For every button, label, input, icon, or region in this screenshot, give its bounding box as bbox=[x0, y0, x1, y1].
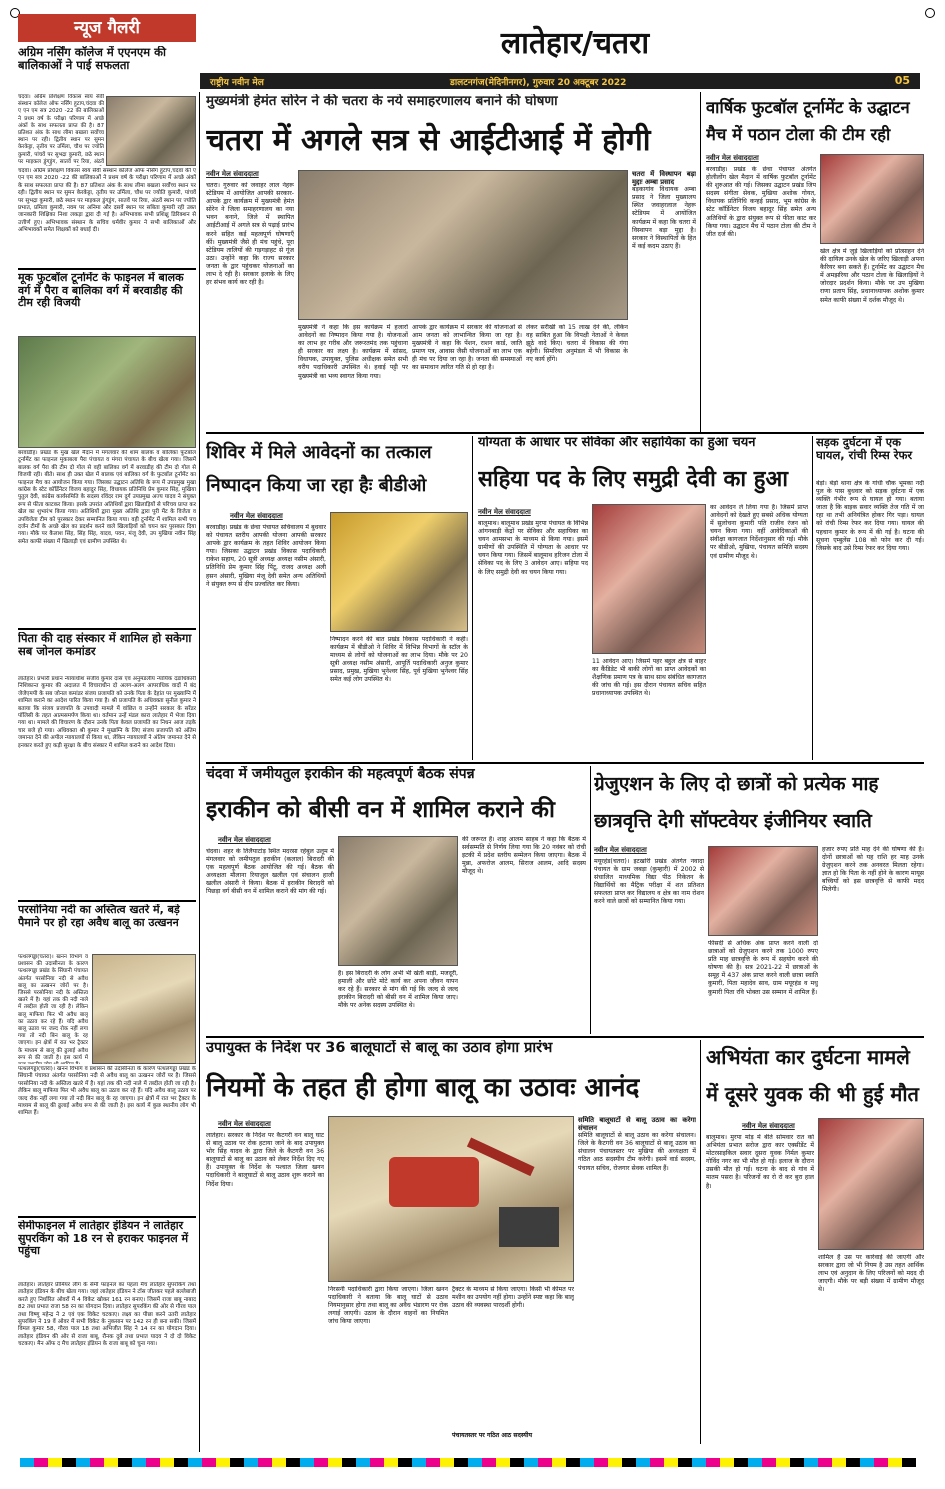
lead-body-col5 bbox=[632, 170, 696, 422]
balughat-byline: नवीन मेल संवाददाता bbox=[218, 1120, 271, 1128]
column-rule bbox=[590, 766, 591, 1034]
row-rule bbox=[206, 762, 924, 764]
lead-body-col4: लेकर सरीखी को 15 लाख देने की, लेकिन वह साबित हुआ कि विपक्षी नेताओं ने केवल झूठे वादे किए। चतरा में विकास की गंगा बहेगी। सिमरिया अनुमंडल में भी विकास के नए कार्य होंगे। bbox=[526, 324, 628, 364]
color-registration-bar bbox=[20, 1458, 925, 1467]
irakin-headline: इराकीन को बीसी वन में शामिल कराने की bbox=[206, 797, 555, 823]
scholarship-byline: नवीन मेल संवाददाता bbox=[594, 846, 647, 854]
scholarship-body-2: फीसदी से अधिक अंक प्राप्त करने वाली दो छात्राओं को ग्रेजुएशन करने तक 1000 रुपए प्रति माह छात्रवृत्ति के रूप में सहयोग करने की घोषणा की है। सत्र 2021-22 में छात्राओं के समूह में 437 अंक प्राप्त करने वाली छात्रा स्वाति कुमारी, पिता महादेव साव, ग्राम मयूरहंड व मधु कुमारी पिता रवि भोक्ता उस सम्मान में शामिल हैं। bbox=[708, 940, 818, 996]
lead-kicker: मुख्यमंत्री हेमंत सोरेन ने की चतरा के नये समाहरणालय बनाने की घोषणा bbox=[206, 94, 558, 109]
accident1-headline: सड़क दुर्घटना में एक घायल, रांची रिम्स रेफर bbox=[816, 436, 913, 463]
news-gallery-sidebar bbox=[18, 14, 196, 1454]
irakin-body-2: है। इस बिरादरी के लोग अभी भी खेती बाड़ी, मजदूरी, हमाली और छोटे मोटे कार्य कर अपना जीवन यापन कर रहे हैं। सरकार से मांग की गई कि जल्द से जल्द इराकीन बिरादरी को बीसी वन में शामिल किया जाए। मौके पर अनेक सदस्य उपस्थित थे। bbox=[338, 970, 458, 1010]
irakin-body-3: की जरूरत है। शाह आलम साहब ने कहा कि बैठक में सर्वसम्मति से निर्णय लिया गया कि 20 नवंबर को रांची इटकी में प्रदेश स्तरीय सम्मेलन किया जाएगा। बैठक में मुन्ना, अफरोज आलम, सिराज आलम, आदि सदस्य मौजूद थे। bbox=[462, 836, 586, 876]
lead-body-col2: मुख्यमंत्री ने कहा कि इस कार्यक्रम में हजारों आवेदनों का निष्पादन किया गया है। योजनाओं का लाभ हर गरीब और जरूरतमंद तक पहुंचाना ही सरकार का लक्ष्य है। कार्यक्रम में सांसद, विधायक, उपायुक्त, पुलिस अधीक्षक समेत सभी वरीय पदाधिकारी उपस्थित थे। हवाई पट्टी पर मुख्यमंत्री का भव्य स्वागत किया गया। bbox=[298, 324, 408, 380]
balughat-headline: नियमों के तहत ही होगा बालू का उठावः आनंद bbox=[206, 1073, 640, 1103]
sidebar-body-4b bbox=[18, 1066, 196, 1216]
dateline: डालटनगंज(मेदिनीनगर), गुरुवार 20 अक्टूबर 2022 bbox=[450, 78, 627, 88]
divider bbox=[18, 628, 196, 630]
balughat-body-3: ट्रैक्टर के माध्यम से किया जाएगा। किसी भी कीमत पर मशीन का उपयोग नहीं होगा। उन्होंने स्पष्ट कहा कि बालू उठाव की व्यवस्था पारदर्शी होगी। bbox=[452, 1286, 574, 1310]
cm-rally-photo bbox=[298, 170, 628, 320]
irakin-body-1: चंदवा। शहर के तिलैयाटांड़ स्थित मदरसा रहेबुल उलूम में मंगलवार को जमीयतुल इराकीन (कलाल) बिरादरी की एक महत्वपूर्ण बैठक आयोजित की गई। बैठक की अध्यक्षता मौलाना रियाजुल खलील एवं संचालन हाजी खलील अंसारी ने किया। बैठक में इराकीन बिरादरी को पिछड़ा वर्ग बीसी वन में शामिल कराने की मांग की गई। bbox=[206, 848, 334, 896]
row-rule bbox=[206, 432, 924, 434]
accident2-byline: नवीन मेल संवाददाता bbox=[742, 1122, 795, 1130]
sidebar-body-1-cont: चंदवा। अग्रिम प्रशिक्षण विकास स्वयं सेवी संस्थान कॉलेज ऑफ नर्सिंग हुटाप,चंदवा की ए एन एम सत्र 2020 -22 की बालिकाओं ने प्रथम वर्ष के परीक्षा परिणाम में अच्छे अंकों के साथ सफलता प्राप्त की है। 87 प्रतिशत अंक के साथ लीमा बखला सर्वोच्च स्थान पर रही। द्वितीय स्थान पर सुमन केरकेट्टा, तृतीय पर उर्मिला, चौथ पर ज्योति कुमारी, पांचवें पर सुभद्रा कुमारी, छठे स्थान पर माइकल डुंगडुंग, सातवें पर रिया, अंठवें स्थान पर ज्योति प्रभात, प्रमिला कुमारी, नवम पर अनिमा और दसवें स्थान पर सबिता कुमारी रही उक्त जानकारी शिक्षिका निशा लकड़ा द्वारा दी गई है। अभिभावक सभी प्रशिक्षु डिरिक्शन से उत्तीर्ण हुए। अभिभावक संस्थान के सचिव धर्मवीर कुमार ने सभी बालिकाओं और अभिभावकों समेत शिक्षकों को बधाई दी। bbox=[18, 168, 196, 234]
sidebar-headline-5: सेमीफाइनल में लातेहार इंडियन ने लातेहार सुपरकिंग को 18 रन से हराकर फाइनल में पहुंचा bbox=[18, 1220, 189, 1258]
lead-body-col5-text: बड़कागांव विधायक अम्बा प्रसाद ने जिला मुख्यालय स्थित जवाहरलाल नेहरू स्टेडियम में आयोजित कार्यक्रम में कहा कि चतरा में विस्थापन बड़ा मुद्दा है। सरकार ने विस्थापितों के हित में कई कदम उठाए हैं। bbox=[632, 186, 696, 250]
sahiya-kicker: योग्यता के आधार पर सेविका और सहायिका का हुआ चयन bbox=[478, 436, 756, 450]
column-rule bbox=[812, 436, 813, 760]
sahiya-caption: 11 आवेदन आए। जिसमें पहर बहुल क्षेत्र से बाहर का कैंडिडेट भी बाकी लोगों का प्राप्त आवेदकों का शैक्षणिक प्रमाण पत्र के साथ साथ संबंधित कागजात की जांच की गई। इस दौरान पंचायत सचिव सहित प्रधानाध्यापक उपस्थित थे। bbox=[592, 658, 706, 698]
football-headline: वार्षिक फुटबॉल टूर्नामेंट के उद्घाटन मैच में पठान टोला की टीम रही bbox=[706, 98, 910, 144]
paper-name: राष्ट्रीय नवीन मेल bbox=[210, 78, 264, 88]
header-bar bbox=[200, 73, 920, 89]
balughat-footer: पंचायतस्तर पर गठित आठ सदस्यीय bbox=[452, 1432, 533, 1439]
sidebar-body-4-cont: पत्थलगड्डा(चतरा)। खनन विभाग व प्रशासन की उदासीनता के कारण पत्थलगड्डा प्रखंड के सिंघानी पंचायत अंतर्गत परसोनिया नदी से अवैध बालू का उत्खनन जोरों पर है। जिससे परसोनिया नदी के अस्तित्व खतरे में है। यहां तक की नदी नाले में तब्दील होती जा रही है। लेकिन बालू माफिया फिर भी अवैध बालू का उठाव कर रहे हैं। यदि अवैध बालू उठाव पर जल्द रोक नहीं लगा गया तो नदी बिन बालू के रह जाएगा। इन क्षेत्रों में रात भर ट्रैक्टर के माध्यम से बालू की ढुलाई अवैध रूप से की जाती है। इस कार्य में कुछ स्थानीय लोग भी शामिल हैं। bbox=[18, 1066, 196, 1117]
sahiya-body-1: बालूमाथ। बालूमाथ प्रखंड मुरपा पंचायत के विभिन्न आंगनबाड़ी केंद्रों पर सेविका और सहायिका का चयन आमसभा के माध्यम से किया गया। इसमें ग्रामीणों की उपस्थिति में योग्यता के आधार पर चयन किया गया। जिसमें बालूमाथ हरिजन टोला में सेविका पद के लिए 3 आवेदन आए। सहिया पद के लिए समुद्री देवी का चयन किया गया। bbox=[478, 520, 588, 576]
registration-mark bbox=[925, 8, 935, 18]
column-rule bbox=[700, 1040, 701, 1444]
shivir-headline: शिविर में मिले आवेदनों का तत्काल निष्पादन किया जा रहा हैः बीडीओ bbox=[206, 442, 432, 496]
sidebar-body-5: लातेहार। लातेहार प्रीमियर लीग के सेमी फाइनल का पहला मैच लातेहार सुपरकिंग तथा लातेहार इंडियन के बीच खेला गया। जहां लातेहार इंडियन ने टॉस जीतकर पहले बल्लेबाजी करते हुए निर्धारित ओवरों में 4 विकेट खोकर 161 रन बनाए। जिसमें राजा बाबू नाबाद 82 तथा प्रभात राजा 58 रन का योगदान दिया। लातेहार सुपरकिंग की ओर से गौरव पाल तथा विष्णु महेन्द्र ने 2 एवं एक विकेट चटकाए। लक्ष्य का पीछा करने उतरी लातेहार सुपरकिंग ने 19 वें ओवर में सभी विकेट के नुकसान पर 142 रन ही बना सकी। जिसमें विमल कुमार 58, गौरव पाल 18 तथा अभिजीत सिंह ने 14 रन का योगदान दिया। लातेहार इंडियन की ओर से राजा बाबू, रौनक दुबे तथा प्रभात यादव ने दो दो विकेट चटकाए। मैन ऑफ द मैच लातेहार इंडियन के राजा बाबू को चुना गया। bbox=[18, 1282, 196, 1348]
sahiya-body-2: का आवेदन ले लिया गया है। जिसमें प्राप्त आवेदनों को देखते हुए सबसे अधिक योग्यता में सुलोचना कुमारी पति राजीव रंजन को चयन किया गया। वहीं आवेदिकाओं की संवीक्षा कागजात निर्देशानुसार की गई। मौके पर बीडीओ, मुखिया, पंचायत समिति सदस्य एवं ग्रामीण मौजूद थे। bbox=[710, 504, 808, 560]
lead-body-col1: चतरा। गुरुवार को जवाहर लाल नेहरू स्टेडियम में आयोजित आपकी सरकार- आपके द्वार कार्यक्रम में मुख्यमंत्री हेमंत सोरेन ने जिला समाहरणालय का नया भवन बनाने, जिले में स्थापित आईटीआई में अगले सत्र से पढ़ाई प्रारंभ करने सहित कई महत्वपूर्ण घोषणाएँ कीं। मुख्यमंत्री जैसे ही मंच पहुंचे, पूरा स्टेडियम तालियों की गड़गड़ाहट से गूंज उठा। उन्होंने कहा कि राज्य सरकार जनता के द्वार पहुंचकर योजनाओं का लाभ दे रही है। सरकार इलाके के लिए हर संभव कार्य कर रही है। bbox=[206, 182, 294, 287]
football-body-1: बरवाडीह। प्रखंड के छेचा पंचायत अंतर्गत होलीलोंग खेल मैदान में वार्षिक फुटबॉल टूर्नामेंट की शुरुआत की गई। जिसका उद्घाटन प्रखंड जिप सदस्य संगीता सेवक, मुखिया अशोक गोयत, विधायक प्रतिनिधि कन्हई प्रसाद, भूम कांग्रेस के स्टेट कॉर्डिनेटर विजय बहादुर सिंह समेत अन्य अतिथियों के द्वारा संयुक्त रूप से फीता काट कर किया गया। उद्घाटन मैच में पठान टोला की टीम ने जीत दर्ज की। bbox=[706, 166, 816, 238]
accident2-body-2: शामिल है उस पर कार्रवाई की जाएगी और सरकार द्वारा जो भी नियम है उस तहत आर्थिक लाभ एवं अनुदान के लिए परिजनों को मदद दी जाएगी। मौके पर बड़ी संख्या में ग्रामीण मौजूद थे। bbox=[818, 1254, 924, 1294]
balughat-body-2: निरसनी पदाधिकारी द्वारा किया जाएगा। जिला खनन पदाधिकारी ने बताया कि बालू घाटों से उठाव नियमानुसार होगा तथा बालू का अवैध भंडारण पर रोक लगाई जाएगी। उठाव के दौरान वाहनों का नियमित जांच किया जाएगा। bbox=[328, 1286, 448, 1326]
accident2-headline: में दूसरे युवक की भी हुई मौत bbox=[706, 1082, 919, 1106]
balughat-subhead: समिति बालूघाटों से बालू उठाव का करेगा संचालन bbox=[578, 1116, 696, 1133]
sidebar-headline-2: मूक फुटबॉल टूर्नामेंट के फाइनल में बालक वर्ग में पैरा व बालिका वर्ग में बरवाडीह की टीम रही विजयी bbox=[18, 272, 184, 310]
river-sand-photo bbox=[92, 954, 196, 1064]
column-rule bbox=[700, 92, 701, 432]
football-byline: नवीन मेल संवाददाता bbox=[706, 154, 759, 162]
page-number: 05 bbox=[894, 74, 910, 87]
sidebar-headline-3: पिता की दाह संस्कार में शामिल हो सकेगा सब जोनल कमांडर bbox=[18, 632, 192, 659]
irakin-byline: नवीन मेल संवाददाता bbox=[218, 836, 271, 844]
sidebar-body-3: लातेहार। प्रभारी प्रधान न्यायाधीश संजीव कुमार दास एवं अनुमंडलीय न्यायिक दंडाधिकारी निशिकान्त कुमार की अदालत में विचाराधीन दो अलग-अलग आपराधिक वादों में बंद जेजेएमपी के सब जोनल कमांडर संजय प्रजापति को उनके पिता के देहांत पर मुख्याग्नि में शामिल कराने का आदेश पारित किया गया है। श्री प्रजापति के अधिवक्ता सुनील कुमार ने बताया कि संजय प्रजापति के उपवादी मामले में वांछित व उन्होंने सरकार के सरेंडर पॉलिसी के तहत आत्मसमर्पण किया था। वर्तमान उन्हें मंडल कारा लातेहार में भेजा दिया गया था। मामले की विचारण के दौरान उनके पिता केवल प्रजापति का निधन आज तड़के चार बजे हो गया। अधिवक्ता श्री कुमार ने मुखाग्नि के लिए संजय प्रजापति को अंतिम जमानत देने की अपील न्यायालयों से किया था, लेकिन न्यायालयों ने अंतिम जमानत देने से इनकार करते हुए कड़ी सुरक्षा के बीच संस्कार में शामिल कराने का आदेश दिया। bbox=[18, 676, 196, 749]
sidebar-body-1b bbox=[18, 168, 196, 268]
football-photo bbox=[820, 154, 924, 244]
shivir-body-2: निष्पादन करने की बात प्रखंड विकास पदाधिकारी ने कही। कार्यक्रम में बीडीओ ने शिविर में विभिन्न विभागों के स्टॉल के माध्यम से लोगों को योजनाओं का लाभ दिया। मौके पर 20 सूत्री अध्यक्ष नसीम अंसारी, आपूर्ति पदाधिकारी अनुज कुमार प्रसाद, प्रमुख, मुखिया भुनेश्वर सिंह, पूर्व मुखिया भुनेश्वर सिंह समेत कई लोग उपस्थित थे। bbox=[330, 636, 468, 684]
section-title: लातेहार/चतरा bbox=[500, 26, 650, 61]
accident2-kicker: अभियंता कार दुर्घटना मामले bbox=[706, 1045, 910, 1069]
balughat-body-4 bbox=[578, 1116, 696, 1442]
irakin-kicker: चंदवा में जमीयतुल इराकीन की महत्वपूर्ण बैठक संपन्न bbox=[206, 766, 475, 782]
balughat-body-4-text: समिति बालूघाटों से बालू उठाव का करेगा संचालन। जिले के कैटगरी वन 36 बालूघाटों से बालू उठाव का संचालन पंचायतस्तर पर मुखिया की अध्यक्षता में गठित आठ सदस्यीय टीम करेगी। इसमें वार्ड सदस्य, पंचायत सचिव, रोजगार सेवक शामिल हैं। bbox=[578, 1132, 696, 1172]
shivir-photo bbox=[330, 512, 468, 632]
sahiya-photo bbox=[592, 504, 706, 654]
row-rule bbox=[206, 1036, 924, 1038]
sahiya-byline: नवीन मेल संवाददाता bbox=[478, 508, 531, 516]
accident1-body: बेड़ो। बेड़ो थाना क्षेत्र के गांधी चौक भूमका नदी पुल के पास बुधवार को सड़क दुर्घटना में एक व्यक्ति गंभीर रूप से घायल हो गया। बताया जाता है कि बाइक सवार व्यक्ति तेज गति में जा रहा था तभी अनियंत्रित होकर गिर पड़ा। घायल को रांची रिम्स रेफर कर दिया गया। घायल की पहचान कुमार के रूप में की गई है। घटना की सूचना एम्बुलेंस 108 को फोन कर दी गई। जिसके बाद उसे रिम्स रेफर कर दिया गया। bbox=[816, 480, 924, 552]
nursing-photo bbox=[106, 96, 196, 166]
lead-body-col3: आपके द्वार कार्यक्रम में सरकार की योजनाओं से आम जनता को लाभान्वित किया जा रहा है। मुख्यमंत्री ने कहा कि पेंशन, राशन कार्ड, जाति प्रमाण पत्र, आवास जैसी योजनाओं का लाभ एक ही मंच पर दिया जा रहा है। जनता की समस्याओं का समाधान त्वरित गति से हो रहा है। bbox=[412, 324, 522, 372]
sidebar-title: न्यूज गैलरी bbox=[18, 14, 196, 42]
sidebar-headline-1: अग्रिम नर्सिंग कॉलेज में एएनएम की बालिकाओं ने पाई सफलता bbox=[18, 46, 166, 73]
scholarship-photo bbox=[708, 846, 818, 936]
truck-shape bbox=[499, 1207, 559, 1247]
divider bbox=[18, 1216, 196, 1218]
irakin-photo bbox=[338, 836, 458, 966]
sahiya-headline: सहिया पद के लिए समुद्री देवी का हुआ bbox=[478, 467, 788, 492]
football-body-2: खेल क्षेत्र में जुड़े खिलाड़ियों को प्रोत्साहन देने की दायित्व उनके खेल के जरिए खिलाड़ी अपना कैरियर बना सकते हैं। टूर्नामेंट का उद्घाटन मैच में अमझरिया और पठान टोला के खिलाड़ियों ने जोरदार प्रदर्शन किया। मौके पर उप मुखिया राणा प्रताप सिंह, प्रधानाध्यापक अशोक कुमार समेत काफी संख्या में दर्शक मौजूद थे। bbox=[820, 248, 924, 304]
sidebar-body-2: बरवाडीह। प्रखंड के मुख खेल मैदान में मंगलवार की शाम बालक व बालिका फुटबॉल टूर्नामेंट का फाइनल मुकाबला पैरा पंचायत व मंगरा पंचायत के बीच खेला गया। जिसमें बालक वर्ग पैरा की टीम दो गोल से वही बालिका वर्ग में बरवाडीह की टीम दो गोल से विजयी रही। बीते। साथ ही उक्त खेल में बालक एवं बालिका वर्ग के फुटबॉल टूर्नामेंट का फाइनल मैच का आयोजन किया गया। जिसका उद्घाटन अतिथि के रूप में उपप्रमुख मुखा कांग्रेस के स्टेट कॉर्डिनेटर विजय बहादुर सिंह, विधायक प्रतिनिधि प्रेम कुमार सिंह, मुखिया पुतुल देवी, कांग्रेस कार्यसमिति के सदस्य रविंदर राम दुर्ग उपप्रमुख अज्य यादव ने संयुक्त रूप से फीता काटकर किया। इसके उपरांत अतिथियों द्वारा खिलाड़ियों से परिचय प्राप्त कर खेल का शुभारंभ किया गया। अतिथियों द्वारा मुख्य अतिथि द्वारा पुरी मेंट के विजेता व उपविजेता टीम को पुरस्कार देकर सम्मानित किया गया। वही टूर्नामेंट में शामिल सभी पच दर्जन टीमों के अच्छे खेल का प्रदर्शन करने वाले खिलाड़ियों को चयन कर पुरस्कार दिया गया। मौके पर कैलाश सिंह, सिंह सिंह, यादव, पवन, मंजू देवी, उप मुखिया नवीन सिंह समेत काफी संख्या में खिलाड़ी एवं ग्रामीण उपस्थित थे। bbox=[18, 450, 196, 545]
sidebar-rule bbox=[199, 92, 200, 1452]
divider bbox=[18, 268, 196, 270]
football-sidebar-photo bbox=[18, 336, 196, 448]
sidebar-body-1: चंदवा। अग्रिम प्रशिक्षण विकास स्वयं सेवी संस्थान कॉलेज ऑफ नर्सिंग हुटाप,चंदवा की ए एन एम सत्र 2020 -22 की बालिकाओं ने प्रथम वर्ष के परीक्षा परिणाम में अच्छे अंकों के साथ सफलता प्राप्त की है। 87 प्रतिशत अंक के साथ लीमा बखला सर्वोच्च स्थान पर रही। द्वितीय स्थान पर सुमन केरकेट्टा, तृतीय पर उर्मिला, चौथ पर ज्योति कुमारी, पांचवें पर सुभद्रा कुमारी, छठे स्थान पर माइकल डुंगडुंग, सातवें पर रिया, अंठवें bbox=[18, 94, 104, 165]
sidebar-headline-4: परसोनिया नदी का अस्तित्व खतरे में, बड़े पैमाने पर हो रहा अवैध बालू का उत्खनन bbox=[18, 904, 180, 929]
lead-subhead: चतरा में विस्थापन बड़ा मुद्दाः अम्बा प्रसाद bbox=[632, 170, 696, 187]
excavator-photo bbox=[328, 1116, 574, 1282]
lead-byline: नवीन मेल संवाददाता bbox=[206, 170, 259, 178]
column-rule bbox=[472, 436, 473, 760]
scholarship-headline: ग्रेजुएशन के लिए दो छात्रों को प्रत्येक माह छात्रवृत्ति देगी सॉफ्टवेयर इंजीनियर स्वाति bbox=[594, 773, 879, 832]
shivir-byline: नवीन मेल संवाददाता bbox=[230, 512, 283, 520]
sidebar-body-4a: पत्थलगड्डा(चतरा)। खनन विभाग व प्रशासन की उदासीनता के कारण पत्थलगड्डा प्रखंड के सिंघानी पंचायत अंतर्गत परसोनिया नदी से अवैध बालू का उत्खनन जोरों पर है। जिससे परसोनिया नदी के अस्तित्व खतरे में है। यहां तक की नदी नाले में तब्दील होती जा रही है। लेकिन बालू माफिया फिर भी अवैध बालू का उठाव कर रहे हैं। यदि अवैध बालू उठाव पर जल्द रोक नहीं लगा गया तो नदी बिन बालू के रह जाएगा। इन क्षेत्रों में रात भर ट्रैक्टर के माध्यम से बालू की ढुलाई अवैध रूप से की जाती है। इस कार्य में bbox=[18, 954, 88, 1061]
scholarship-body-3: हजार रुपए प्रति माह देने की घोषणा की है। दोनों छात्राओं को यह राशि हर माह उनके ग्रेजुएशन करने तक अनवरत मिलता रहेगा। ज्ञात हो कि पिता के नहीं होने के कारण मायूस बच्चियों को इस छात्रवृत्ति से काफी मदद मिलेगी। bbox=[822, 846, 924, 894]
divider bbox=[18, 900, 196, 902]
accident2-body-1: बालूमाथ। मुरपा मोड़ में बीते सोमवार रात को अभियंता प्रभात सरोज द्वारा कार एक्सीडेंट में मोटरसाइकिल सवार दूसरा युवक निर्मल कुमार गोविंद नगर का भी मौत हो गई। इलाज के दौरान उसकी मौत हो गई। घटना के बाद से गांव में मातम पसरा है। परिजनों का रो रो कर बुरा हाल है। bbox=[706, 1134, 814, 1190]
shivir-body-1: बरवाडीह। प्रखंड के छेचा पंचायत सचिवालय में बुधवार को पंचायत स्तरीय आपकी योजना आपकी सरकार आपके द्वार कार्यक्रम के तहत शिविर आयोजन किया गया। जिसका उद्घाटन प्रखंड विकास पदाधिकारी राकेश सहाय, 20 सूत्री अध्यक्ष अध्यक्ष नसीम अंसारी, प्रतिनिधि प्रेम कुमार सिंह पिंटू, राजद अध्यक्ष अली हसन अंसारी, मुखिया मंजू देवी समेत अन्य अतिथियों ने संयुक्त रूप से दीप प्रज्वलित कर किया। bbox=[206, 524, 326, 588]
accident-crowd-photo bbox=[818, 1118, 924, 1250]
lead-headline: चतरा में अगले सत्र से आईटीआई में होगी bbox=[206, 123, 651, 158]
balughat-kicker: उपायुक्त के निर्देश पर 36 बालूघाटों से बालू का उठाव होगा प्रारंभ bbox=[206, 1040, 553, 1056]
excavator-shape bbox=[389, 1157, 479, 1207]
balughat-body-1: लातेहार। सरकार के निर्देश पर कैटगरी वन बालू घाट से बालू उठाव पर रोक हटाया जाने के बाद उपायुक्त भोर सिंह यादव के द्वारा जिले के कैटगरी वन 36 बालूघाटों से बालू का उठाव को लेकर निर्देश दिए गए हैं। उपायुक्त के निर्देश के पश्चात जिला खनन पदाधिकारी ने बालूघाटों से बालू उठाव शुरू कराने का निर्देश दिया। bbox=[206, 1132, 324, 1188]
scholarship-body-1: मयूरहंड(चतरा)। इटखोरी प्रखंड अंतर्गत नवादा पंचायत के ग्राम जबड़ा (कुम्हारी) में 2002 से संचालित माध्यमिक विद्या पीठ निकेतन के विद्यार्थियों का मैट्रिक परीक्षा में शत प्रतिशत सफलता प्राप्त कर विद्यालय व क्षेत्र का नाम रोशन करने वाले छात्रों को सम्मानित किया गया। bbox=[594, 858, 704, 906]
